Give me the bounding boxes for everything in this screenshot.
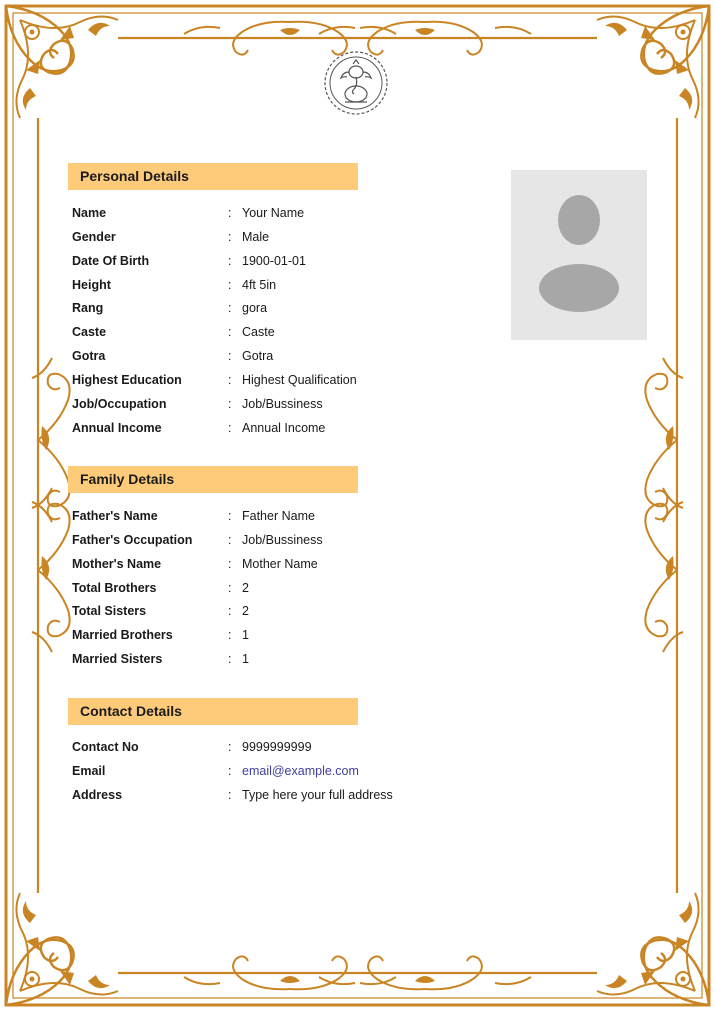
field-label: Job/Occupation: [72, 396, 167, 411]
separator: :: [228, 349, 232, 364]
separator: :: [228, 652, 232, 667]
list-item: [72, 763, 472, 787]
list-item: [72, 739, 472, 763]
list-item: [72, 396, 472, 420]
field-value: 2: [242, 604, 249, 619]
field-label: Father's Occupation: [72, 532, 193, 547]
list-item: [72, 372, 472, 396]
field-label: Email: [72, 763, 106, 778]
family-details-heading: Family Details: [68, 466, 358, 493]
separator: :: [228, 372, 232, 387]
separator: :: [228, 509, 232, 523]
field-value: Caste: [242, 325, 275, 340]
field-value: Annual Income: [242, 420, 326, 435]
list-item: [72, 651, 472, 675]
field-label: Caste: [72, 325, 107, 340]
separator: :: [228, 301, 232, 316]
field-label: Rang: [72, 301, 104, 316]
field-label: Date Of Birth: [72, 253, 150, 268]
field-value: 1900-01-01: [242, 253, 306, 268]
list-item: [72, 348, 472, 372]
separator: :: [228, 325, 232, 340]
separator: :: [228, 229, 232, 244]
separator: :: [228, 604, 232, 619]
field-label: Gotra: [72, 349, 106, 364]
list-item: [72, 556, 472, 580]
list-item: [72, 580, 472, 604]
field-label: Married Brothers: [72, 628, 173, 643]
contact-details-heading: Contact Details: [68, 698, 358, 725]
field-value: 1: [242, 628, 249, 643]
field-value: 4ft 5in: [242, 277, 277, 292]
separator: :: [228, 253, 232, 268]
personal-details-list: [72, 205, 472, 443]
field-label: Gender: [72, 229, 116, 244]
field-value: Father Name: [242, 509, 315, 523]
separator: :: [228, 277, 232, 292]
field-label: Highest Education: [72, 372, 182, 387]
separator: :: [228, 628, 232, 643]
separator: :: [228, 532, 232, 547]
field-value: Job/Bussiness: [242, 396, 323, 411]
list-item: [72, 627, 472, 651]
separator: :: [228, 740, 232, 754]
list-item: [72, 300, 472, 324]
field-value: Your Name: [242, 206, 305, 220]
contact-details-list: [72, 739, 472, 811]
field-value: Job/Bussiness: [242, 532, 323, 547]
list-item: [72, 532, 472, 556]
list-item: [72, 603, 472, 627]
field-label: Mother's Name: [72, 556, 162, 571]
field-label: Contact No: [72, 740, 139, 754]
field-value: gora: [242, 301, 268, 316]
list-item: [72, 253, 472, 277]
family-details-list: [72, 508, 472, 675]
list-item: [72, 324, 472, 348]
field-label: Total Sisters: [72, 604, 147, 619]
field-label: Annual Income: [72, 420, 162, 435]
field-label: Name: [72, 206, 107, 220]
list-item: [72, 508, 472, 532]
list-item: [72, 229, 472, 253]
separator: :: [228, 396, 232, 411]
list-item: [72, 787, 472, 811]
separator: :: [228, 556, 232, 571]
address-value: Type here your full address: [242, 787, 393, 802]
field-label: Father's Name: [72, 509, 158, 523]
field-value: 2: [242, 580, 249, 595]
separator: :: [228, 206, 232, 220]
profile-photo: [511, 170, 647, 340]
field-value: Male: [242, 229, 270, 244]
separator: :: [228, 787, 232, 802]
email-link[interactable]: email@example.com: [242, 763, 359, 778]
list-item: [72, 277, 472, 301]
field-value: Mother Name: [242, 556, 318, 571]
contact-number: 9999999999: [242, 740, 312, 754]
field-label: Married Sisters: [72, 652, 163, 667]
field-value: Highest Qualification: [242, 372, 357, 387]
field-label: Total Brothers: [72, 580, 157, 595]
separator: :: [228, 763, 232, 778]
field-value: Gotra: [242, 349, 274, 364]
avatar-placeholder-icon: [511, 170, 647, 340]
list-item: [72, 420, 472, 444]
personal-details-heading: Personal Details: [68, 163, 358, 190]
field-label: Address: [72, 787, 123, 802]
field-value: 1: [242, 652, 249, 667]
separator: :: [228, 420, 232, 435]
separator: :: [228, 580, 232, 595]
ganesha-emblem-icon: [323, 50, 389, 116]
field-label: Height: [72, 277, 111, 292]
list-item: [72, 205, 472, 229]
